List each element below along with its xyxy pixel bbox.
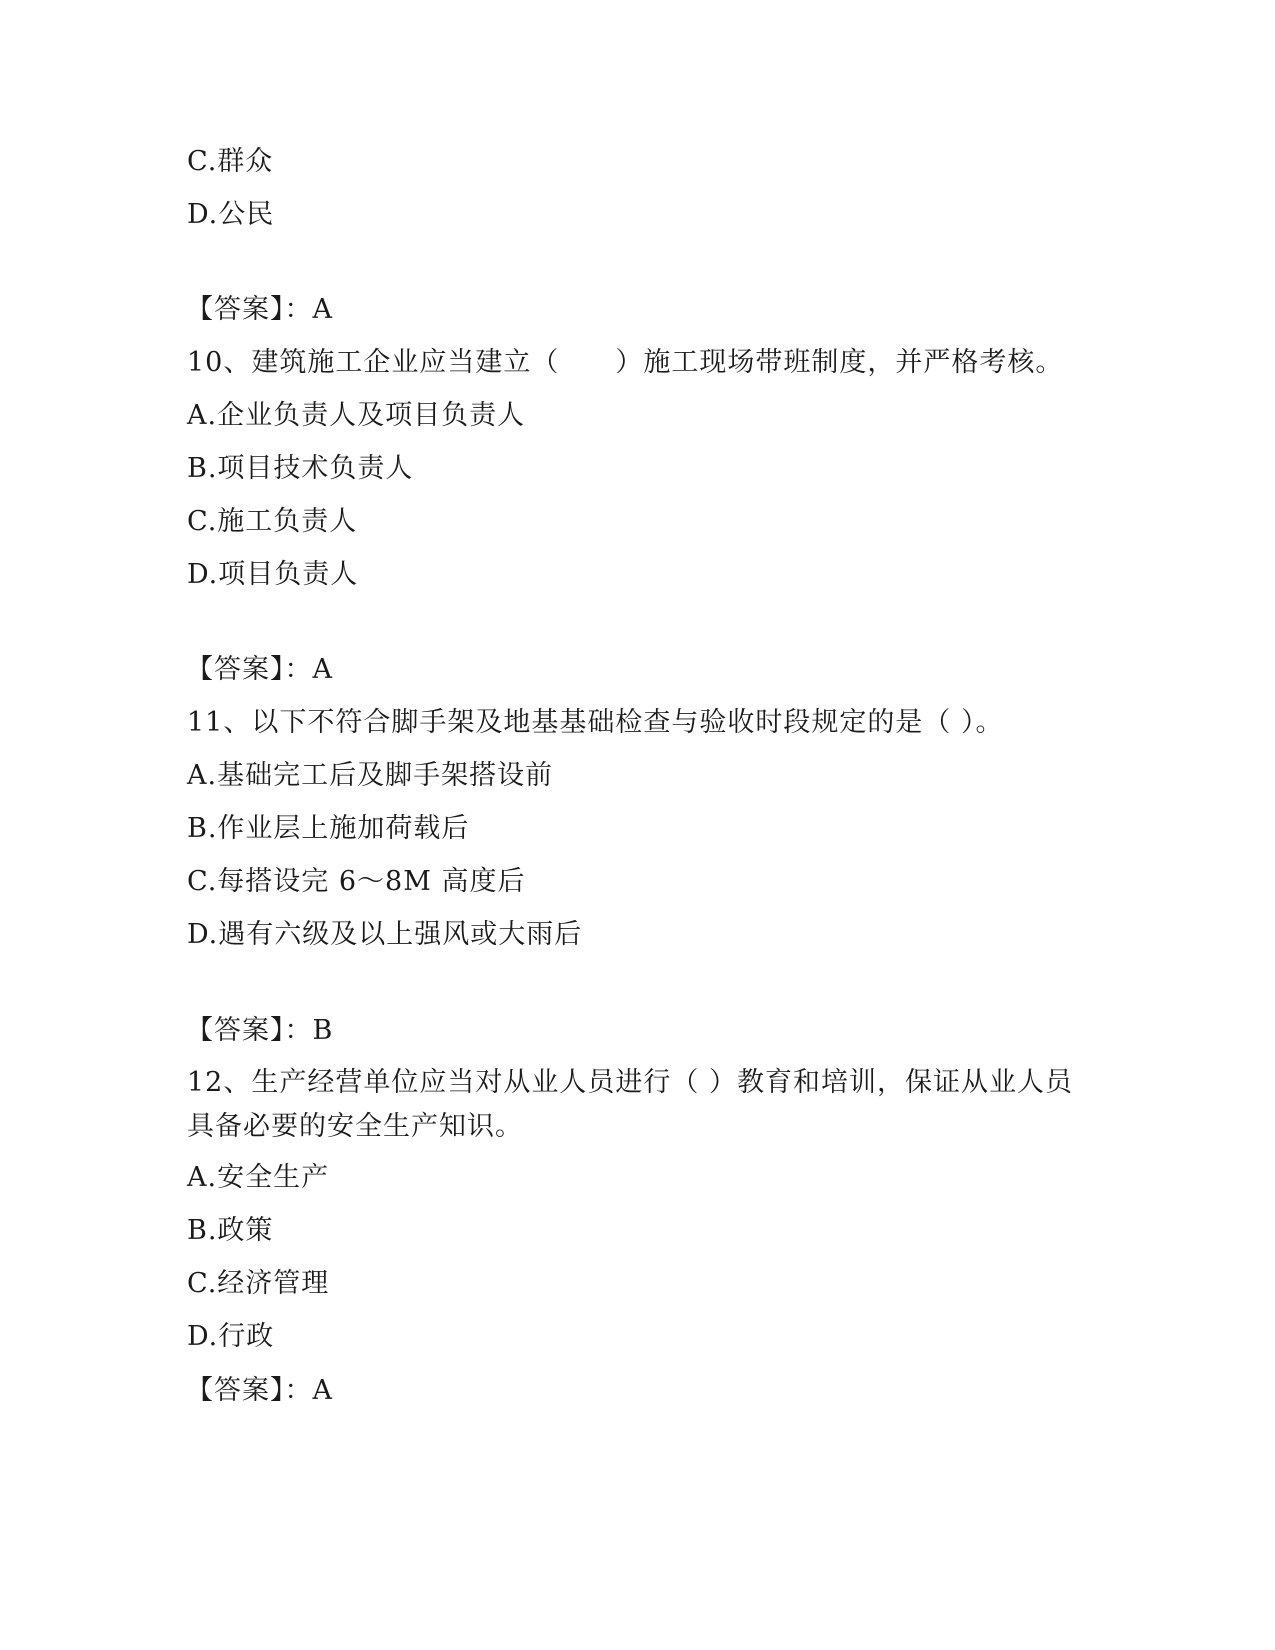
answer-label: 【答案】： — [186, 294, 313, 325]
option-c: C.每搭设完 6～8M 高度后 — [187, 866, 526, 897]
option-d: D.行政 — [187, 1321, 275, 1352]
answer-value: B — [312, 1015, 334, 1046]
option-a: A.安全生产 — [187, 1162, 330, 1193]
question-stem: 11、以下不符合脚手架及地基基础检查与验收时段规定的是（ ）。 — [187, 707, 1004, 738]
question-stem: 10、建筑施工企业应当建立（ ）施工现场带班制度，并严格考核。 — [187, 347, 1064, 378]
answer-line — [186, 1014, 333, 1048]
answer-line — [186, 293, 333, 327]
option-b: B.项目技术负责人 — [187, 453, 414, 484]
answer-label: 【答案】： — [186, 1015, 313, 1046]
answer-value: A — [312, 1375, 333, 1406]
option-c: C.施工负责人 — [187, 506, 358, 537]
question-stem: 12、生产经营单位应当对从业人员进行（ ）教育和培训，保证从业人员具备必要的安全生产知识。 — [187, 1067, 1073, 1142]
option-a: A.基础完工后及脚手架搭设前 — [187, 760, 554, 791]
answer-value: A — [312, 294, 333, 325]
option-b: B.作业层上施加荷载后 — [187, 813, 470, 844]
option-c: C.经济管理 — [187, 1268, 330, 1299]
answer-value: A — [312, 654, 333, 685]
option-d: D.遇有六级及以上强风或大雨后 — [187, 919, 583, 950]
option-d: D.项目负责人 — [187, 559, 359, 590]
answer-line — [186, 653, 333, 687]
answer-label: 【答案】： — [186, 654, 313, 685]
answer-label: 【答案】： — [186, 1375, 313, 1406]
option-c: C.群众 — [187, 146, 274, 177]
answer-line — [186, 1374, 333, 1408]
option-a: A.企业负责人及项目负责人 — [187, 400, 526, 431]
option-d: D.公民 — [187, 199, 275, 230]
option-b: B.政策 — [187, 1215, 274, 1246]
